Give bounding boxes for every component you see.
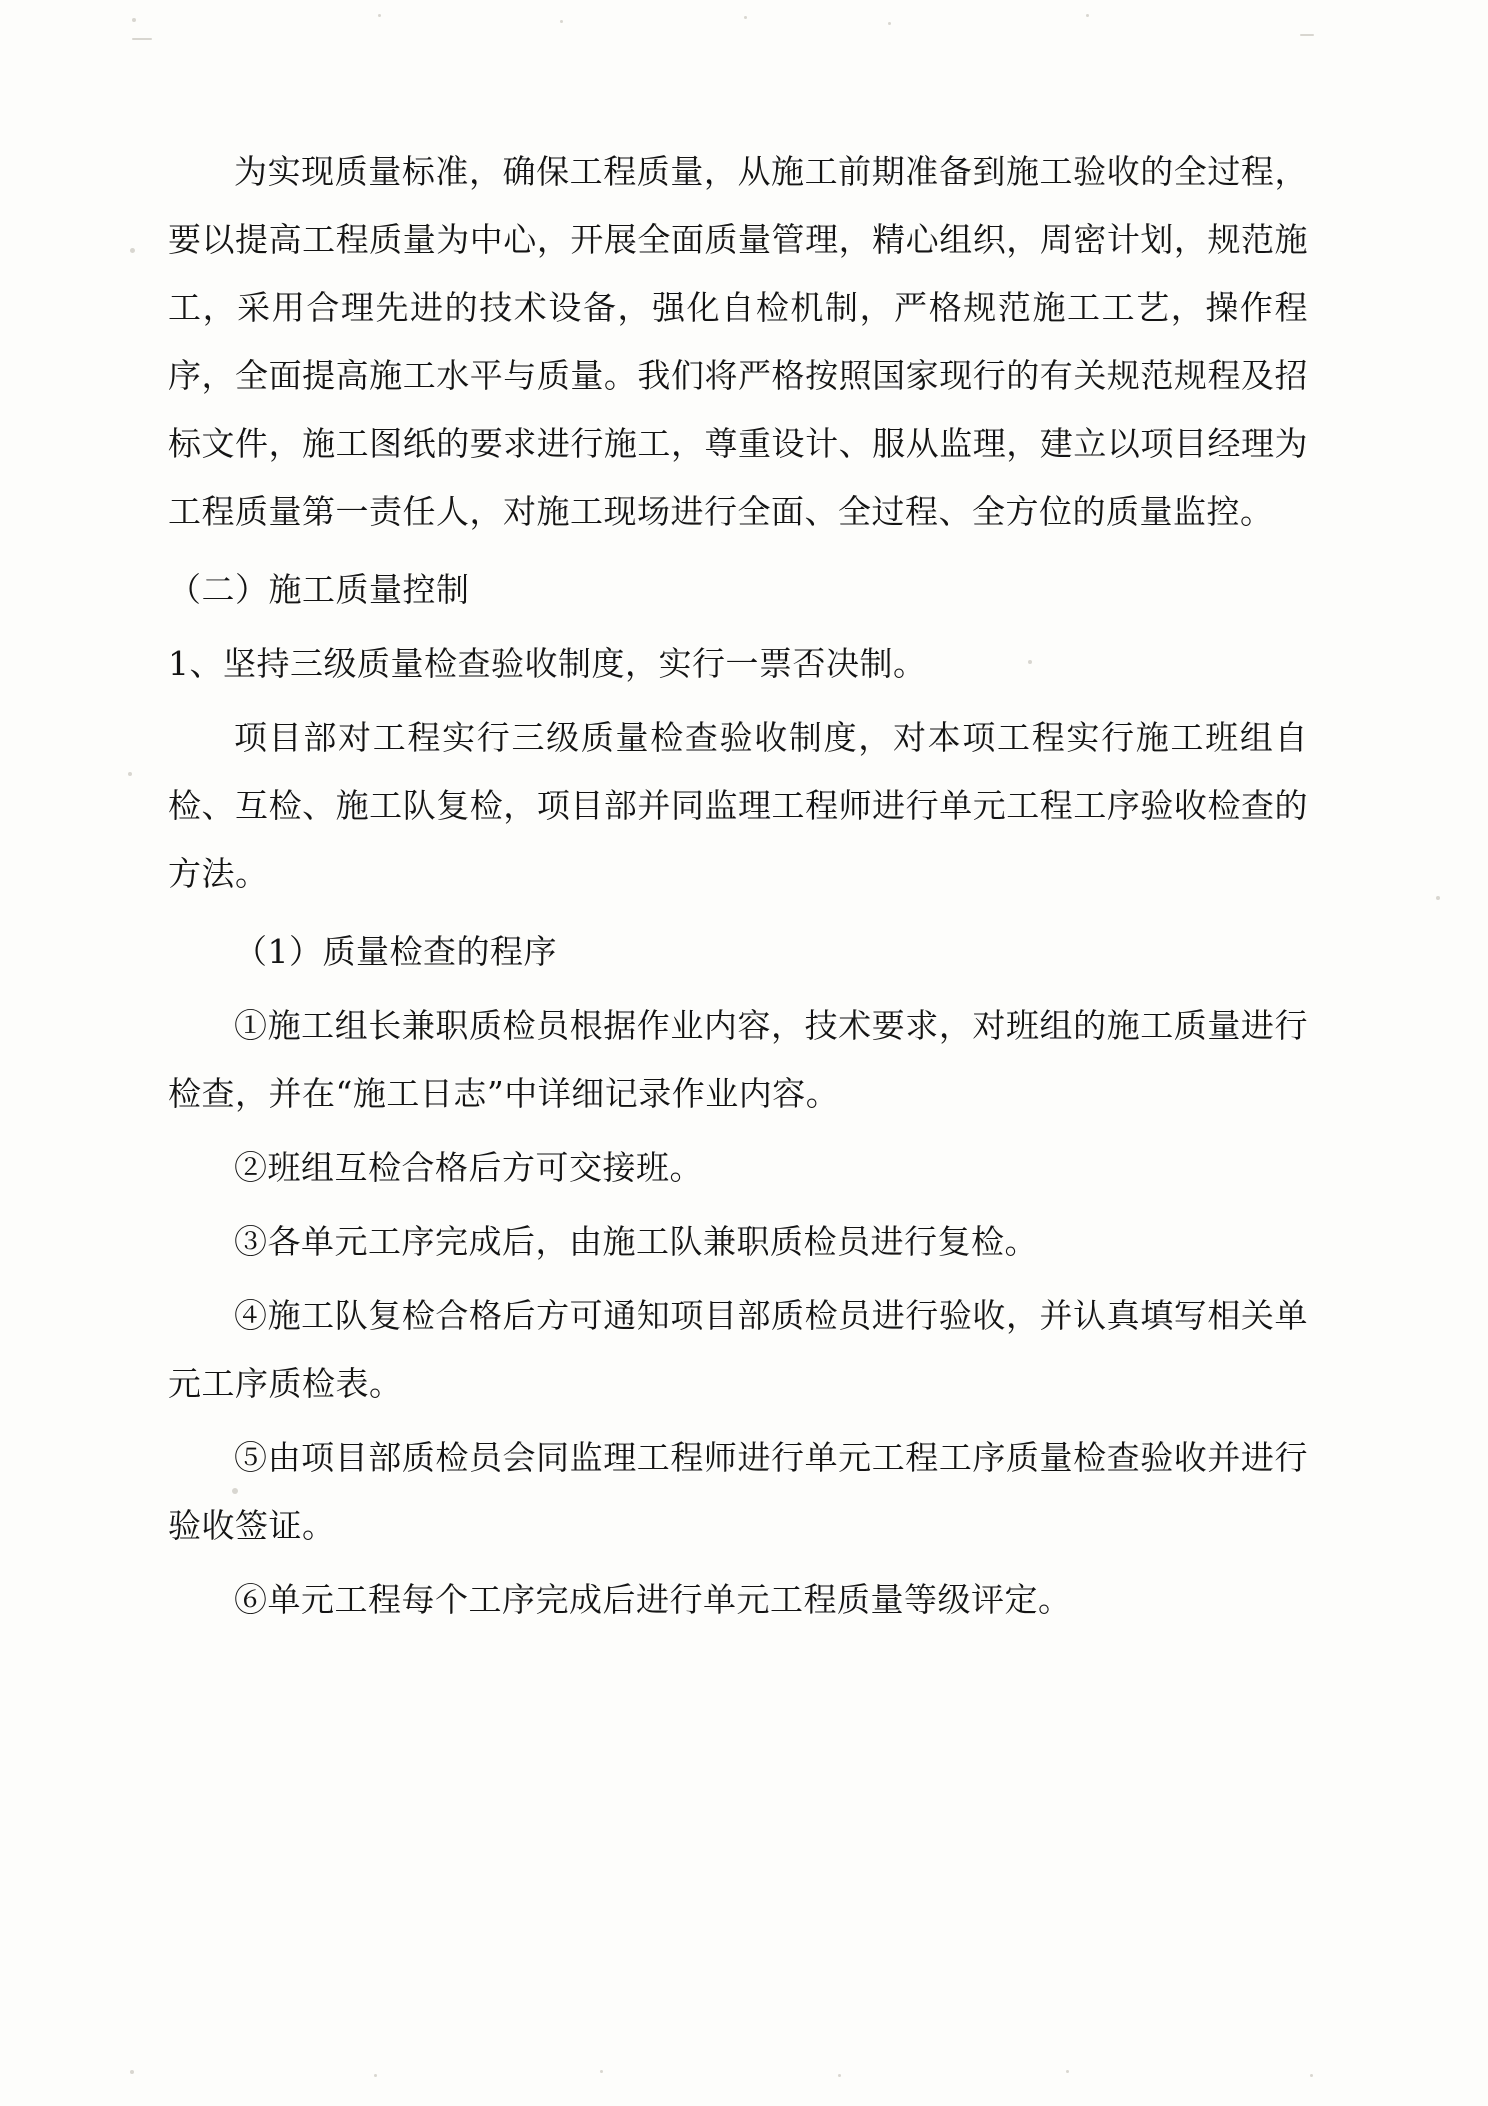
heading-section-two: （二）施工质量控制 [168,570,470,609]
scan-speck [838,2074,841,2077]
scan-speck [1436,896,1440,900]
scan-speck [1310,2074,1313,2077]
paragraph-step-3: ③各单元工序完成后，由施工队兼职质检员进行复检。 [234,1222,1038,1261]
scan-speck [374,2074,377,2077]
scan-speck [132,18,136,22]
paragraph-step-6: ⑥单元工程每个工序完成后进行单元工程质量等级评定。 [234,1580,1072,1619]
scan-speck [130,2070,134,2074]
scan-speck [1300,34,1314,36]
scan-speck [888,22,891,25]
paragraph-three-level-inspection: 项目部对工程实行三级质量检查验收制度，对本项工程实行施工班组自检、互检、施工队复检，项目部并同监理工程师进行单元工程工序验收检查的方法。 [168,718,1308,893]
scan-speck [128,772,132,776]
scan-speck [600,2070,603,2073]
scan-speck [132,38,152,40]
paragraph-step-4: ④施工队复检合格后方可通知项目部质检员进行验收，并认真填写相关单元工序质检表。 [168,1296,1308,1403]
scan-speck [130,248,135,253]
document-body [168,138,1308,1634]
heading-inspection-procedure: （1）质量检查的程序 [234,932,557,971]
scan-speck [378,14,381,17]
scan-speck [1086,14,1089,17]
scan-speck [1066,2070,1069,2073]
paragraph-overview: 为实现质量标准，确保工程质量，从施工前期准备到施工验收的全过程，要以提高工程质量为中心，开展全面质量管理，精心组织，周密计划，规范施工，采用合理先进的技术设备，强化自检机制，严格规范施工工艺，操作程序，全面提高施工水平与质量。我们将严格按照国家现行的有关规范规程及招标文件，施工图纸的要求进行施工，尊重设计、服从监理，建立以项目经理为工程质量第一责任人，对施工现场进行全面、全过程、全方位的质量监控。 [168,152,1308,531]
scan-speck [560,20,563,23]
paragraph-step-5: ⑤由项目部质检员会同监理工程师进行单元工程工序质量检查验收并进行验收签证。 [168,1438,1308,1545]
paragraph-step-1: ①施工组长兼职质检员根据作业内容，技术要求，对班组的施工质量进行检查，并在“施工日志”中详细记录作业内容。 [168,1006,1308,1113]
scan-speck [744,16,747,19]
paragraph-step-2: ②班组互检合格后方可交接班。 [234,1148,703,1187]
heading-item-1: 1、坚持三级质量检查验收制度，实行一票否决制。 [168,644,927,683]
